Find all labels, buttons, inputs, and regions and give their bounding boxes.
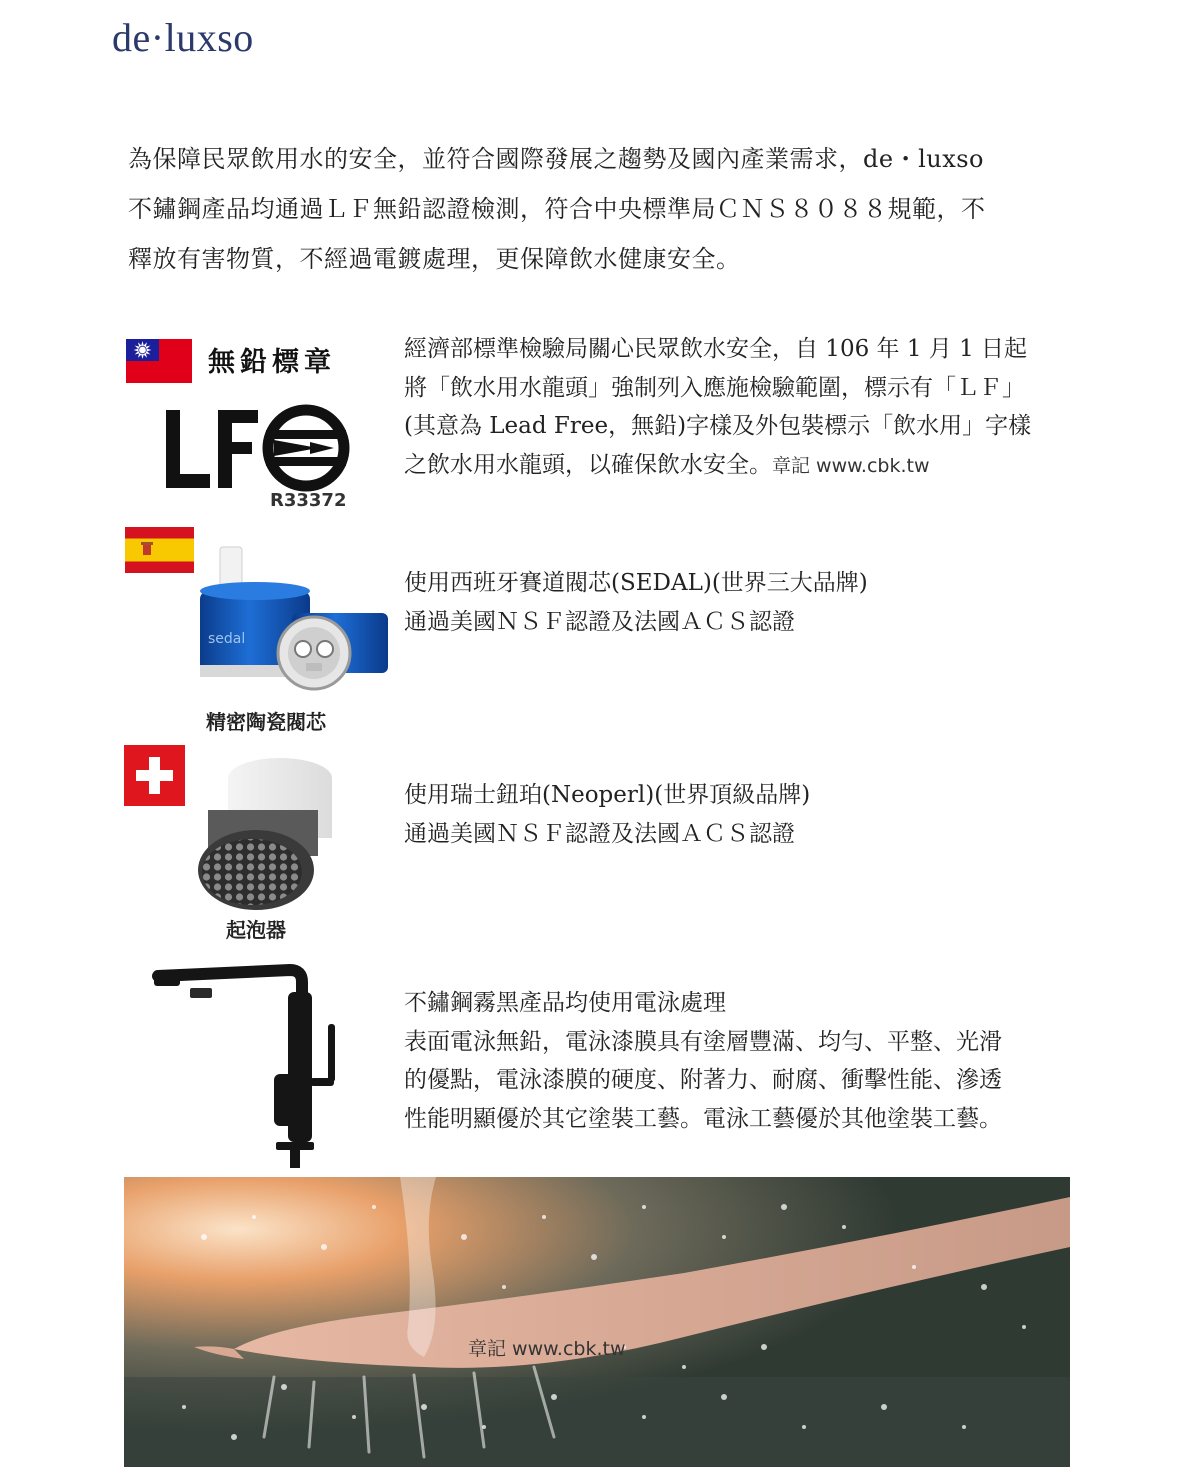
ceramic-cartridge-icon <box>196 543 396 698</box>
black-faucet-icon <box>150 962 350 1172</box>
description-line: 不鏽鋼霧黑產品均使用電泳處理 <box>404 990 726 1016</box>
intro-line: 釋放有害物質，不經過電鍍處理，更保障飲水健康安全。 <box>128 245 741 273</box>
description-line: 將「飲水用水龍頭」強制列入應施檢驗範圍，標示有「ＬＦ」 <box>404 374 1025 401</box>
description-line: 性能明顯優於其它塗裝工藝。電泳工藝優於其他塗裝工藝。 <box>404 1105 1002 1132</box>
cartridge-description <box>404 564 868 641</box>
description-line: 使用瑞士鈕珀(Neoperl)(世界頂級品牌) <box>404 782 811 808</box>
lead-free-code: R33372 <box>270 490 347 511</box>
watermark-text: 章記 www.cbk.tw <box>772 454 930 477</box>
intro-paragraph <box>128 134 1088 284</box>
description-line: 通過美國ＮＳＦ認證及法國ＡＣＳ認證 <box>404 608 795 635</box>
intro-line: 為保障民眾飲用水的安全，並符合國際發展之趨勢及國內產業需求，de・luxso <box>128 145 984 173</box>
description-line: (其意為 Lead Free，無鉛)字樣及外包裝標示「飲水用」字樣 <box>404 413 1032 439</box>
description-line: 經濟部標準檢驗局關心民眾飲水安全，自 106 年 1 月 1 日起 <box>404 336 1028 362</box>
lead-free-badge-title: 無鉛標章 <box>208 347 336 378</box>
cartridge-caption: 精密陶瓷閥芯 <box>206 710 326 734</box>
brand-logo: de·luxso <box>112 15 254 60</box>
description-line: 之飲水用水龍頭，以確保飲水安全。 <box>404 451 772 478</box>
lead-free-mark-icon <box>162 402 354 494</box>
description-line: 使用西班牙賽道閥芯(SEDAL)(世界三大品牌) <box>404 570 868 596</box>
description-line: 通過美國ＮＳＦ認證及法國ＡＣＳ認證 <box>404 820 795 847</box>
taiwan-flag-icon <box>126 339 192 383</box>
aerator-caption: 起泡器 <box>226 918 286 942</box>
aerator-description <box>404 776 810 853</box>
swiss-flag-icon <box>124 745 185 806</box>
lead-free-description <box>404 330 1031 485</box>
spain-flag-icon <box>125 527 194 573</box>
description-line: 表面電泳無鉛，電泳漆膜具有塗層豐滿、均勻、平整、光滑 <box>404 1028 1002 1055</box>
intro-line: 不鏽鋼產品均通過ＬＦ無鉛認證檢測，符合中央標準局ＣＮＳ８０８８規範，不 <box>128 195 986 223</box>
description-line: 的優點，電泳漆膜的硬度、附著力、耐腐、衝擊性能、滲透 <box>404 1067 1002 1093</box>
aerator-icon <box>190 752 340 912</box>
cartridge-brand-mark: sedal <box>208 631 246 647</box>
coating-description <box>404 984 1002 1138</box>
hand-water-photo <box>124 1177 1070 1467</box>
watermark-text: 章記 www.cbk.tw <box>468 1338 626 1360</box>
